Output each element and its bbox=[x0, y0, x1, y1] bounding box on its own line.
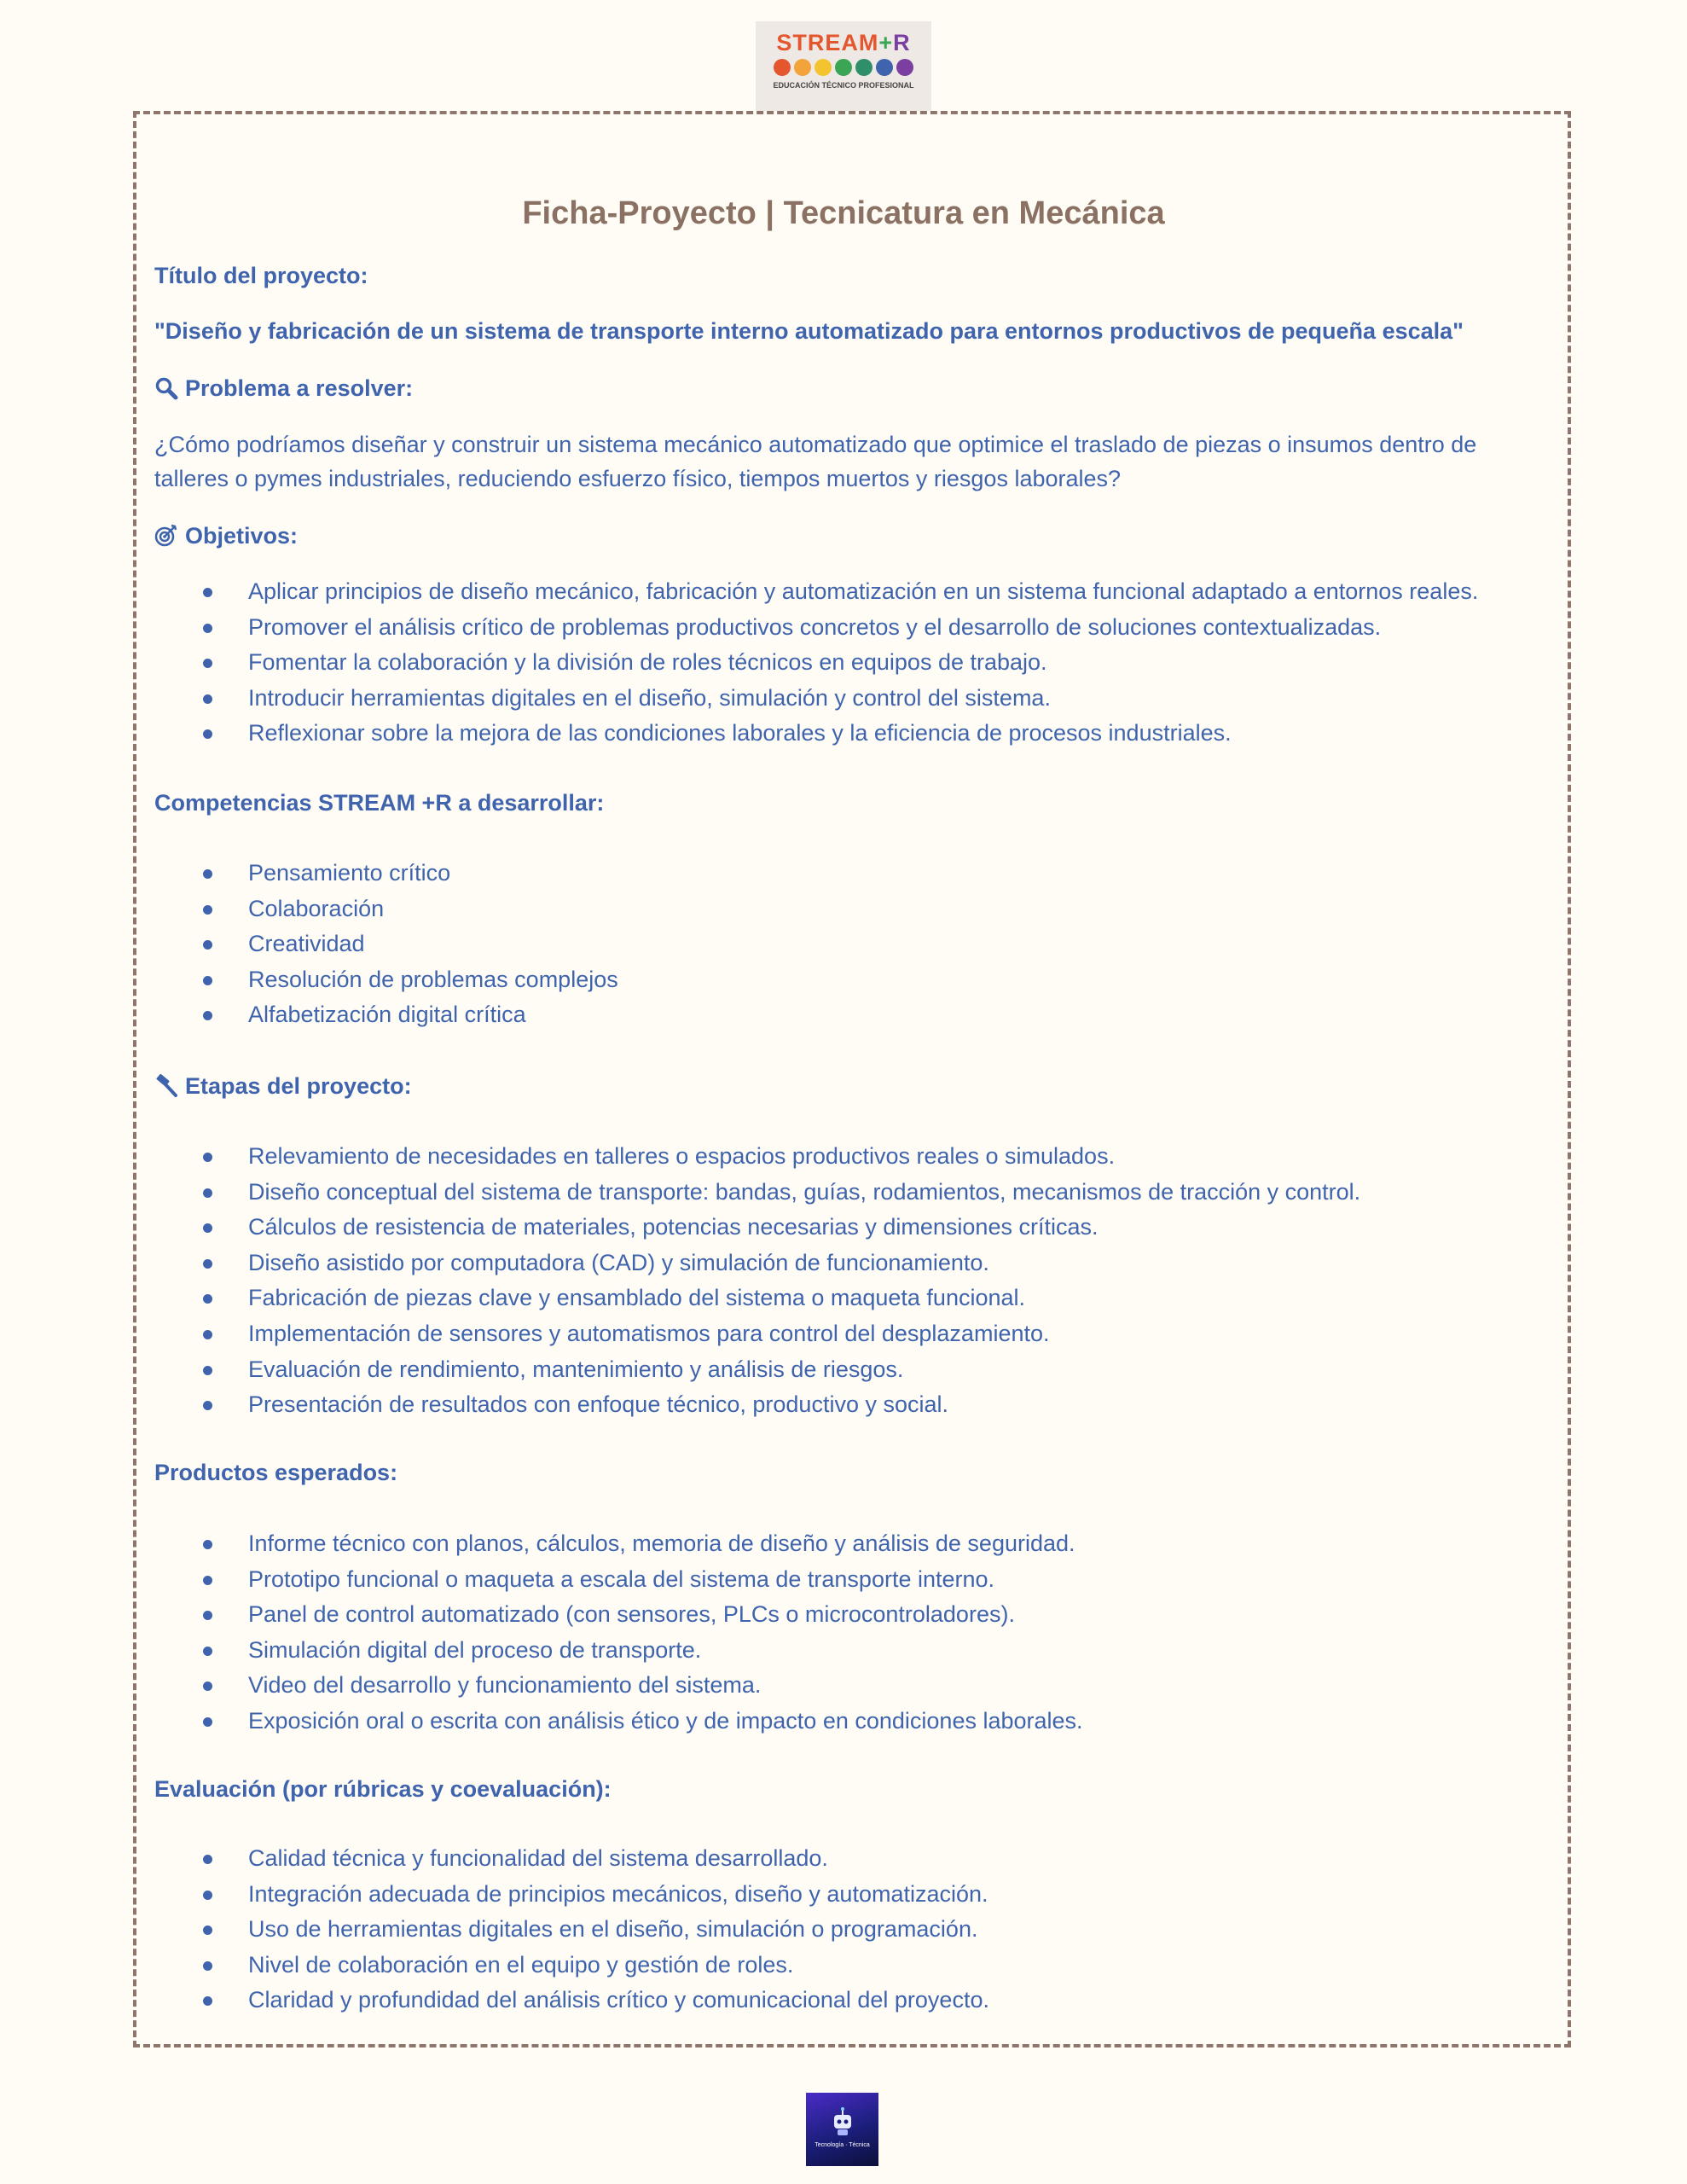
stream-r-logo bbox=[756, 21, 931, 111]
list-item: Panel de control automatizado (con sensores, PLCs o microcontroladores). bbox=[154, 1597, 1083, 1633]
competencies-heading: Competencias STREAM +R a desarrollar: bbox=[154, 790, 605, 816]
list-item: Nivel de colaboración en el equipo y gestión de roles. bbox=[154, 1948, 989, 1984]
list-item: Diseño asistido por computadora (CAD) y simulación de funcionamiento. bbox=[154, 1246, 1360, 1281]
list-item: Alfabetización digital crítica bbox=[154, 997, 618, 1033]
list-item: Resolución de problemas complejos bbox=[154, 962, 618, 998]
logo-title bbox=[756, 30, 931, 55]
science-icon bbox=[774, 59, 791, 76]
robot-icon bbox=[826, 2105, 860, 2139]
objectives-heading bbox=[154, 521, 298, 550]
list-item: Implementación de sensores y automatismos para control del desplazamiento. bbox=[154, 1316, 1360, 1352]
list-item: Aplicar principios de diseño mecánico, fabricación y automatización en un sistema funcional adaptado a entornos reales. bbox=[154, 574, 1478, 610]
logo-title-text: STREAM bbox=[776, 30, 879, 55]
list-item: Colaboración bbox=[154, 892, 618, 927]
magnifier-icon bbox=[154, 376, 178, 400]
list-item: Fomentar la colaboración y la división de roles técnicos en equipos de trabajo. bbox=[154, 645, 1478, 681]
list-item: Video del desarrollo y funcionamiento del sistema. bbox=[154, 1668, 1083, 1704]
engineering-icon bbox=[835, 59, 852, 76]
logo-caption: Tecnología · Técnica bbox=[815, 2142, 870, 2148]
problem-text-line: talleres o pymes industriales, reduciendo esfuerzo físico, tiempos muertos y riesgos laborales? bbox=[154, 466, 1122, 491]
list-item: Introducir herramientas digitales en el diseño, simulación y control del sistema. bbox=[154, 681, 1478, 717]
project-title-label: Título del proyecto: bbox=[154, 263, 368, 288]
logo-subtitle: EDUCACIÓN TÉCNICO PROFESIONAL bbox=[773, 81, 914, 90]
stages-heading bbox=[154, 1072, 412, 1101]
list-item: Promover el análisis crítico de problemas productivos concretos y el desarrollo de soluciones contextualizadas. bbox=[154, 610, 1478, 646]
list-item: Evaluación de rendimiento, mantenimiento y análisis de riesgos. bbox=[154, 1352, 1360, 1388]
tecnologia-tecnica-logo bbox=[806, 2093, 878, 2166]
list-item: Pensamiento crítico bbox=[154, 856, 618, 892]
list-item: Uso de herramientas digitales en el diseño, simulación o programación. bbox=[154, 1912, 989, 1948]
evaluation-heading: Evaluación (por rúbricas y coevaluación): bbox=[154, 1776, 612, 1802]
logo-title-plus: + bbox=[878, 30, 894, 55]
products-heading: Productos esperados: bbox=[154, 1460, 398, 1485]
list-item: Presentación de resultados con enfoque técnico, productivo y social. bbox=[154, 1387, 1360, 1423]
list-item: Exposición oral o escrita con análisis ético y de impacto en condiciones laborales. bbox=[154, 1704, 1083, 1740]
list-item: Claridad y profundidad del análisis crítico y comunicacional del proyecto. bbox=[154, 1983, 989, 2018]
list-item: Integración adecuada de principios mecánicos, diseño y automatización. bbox=[154, 1877, 989, 1913]
arts-icon bbox=[855, 59, 872, 76]
list-item: Cálculos de resistencia de materiales, potencias necesarias y dimensiones críticas. bbox=[154, 1210, 1360, 1246]
list-item: Diseño conceptual del sistema de transporte: bandas, guías, rodamientos, mecanismos de tracción y control. bbox=[154, 1175, 1360, 1211]
page-title: Ficha-Proyecto | Tecnicatura en Mecánica bbox=[522, 195, 1165, 231]
hammer-icon bbox=[154, 1074, 178, 1098]
problem-label: Problema a resolver: bbox=[185, 375, 414, 401]
problem-text bbox=[154, 427, 1536, 496]
reading-icon bbox=[815, 59, 832, 76]
objectives-label: Objetivos: bbox=[185, 523, 299, 549]
problem-heading bbox=[154, 374, 413, 403]
list-item: Creatividad bbox=[154, 926, 618, 962]
list-item: Relevamiento de necesidades en talleres o espacios productivos reales o simulados. bbox=[154, 1139, 1360, 1175]
project-title: "Diseño y fabricación de un sistema de transporte interno automatizado para entornos productivos de pequeña escala" bbox=[154, 318, 1464, 344]
stages-label: Etapas del proyecto: bbox=[185, 1073, 412, 1099]
technology-icon bbox=[794, 59, 811, 76]
math-icon bbox=[876, 59, 893, 76]
products-list bbox=[154, 1526, 1083, 1740]
logo-discipline-icons bbox=[756, 59, 931, 76]
list-item: Simulación digital del proceso de transporte. bbox=[154, 1633, 1083, 1669]
logo-title-r: R bbox=[893, 30, 911, 55]
competencies-list bbox=[154, 856, 618, 1033]
list-item: Reflexionar sobre la mejora de las condiciones laborales y la eficiencia de procesos industriales. bbox=[154, 716, 1478, 752]
stages-list bbox=[154, 1139, 1360, 1423]
robotics-icon bbox=[896, 59, 913, 76]
evaluation-list bbox=[154, 1841, 989, 2018]
list-item: Calidad técnica y funcionalidad del sistema desarrollado. bbox=[154, 1841, 989, 1877]
problem-text-line: ¿Cómo podríamos diseñar y construir un sistema mecánico automatizado que optimice el traslado de piezas o insumos dentro de bbox=[154, 432, 1477, 457]
list-item: Fabricación de piezas clave y ensamblado del sistema o maqueta funcional. bbox=[154, 1281, 1360, 1316]
list-item: Prototipo funcional o maqueta a escala del sistema de transporte interno. bbox=[154, 1562, 1083, 1598]
objectives-list bbox=[154, 574, 1478, 752]
target-icon bbox=[154, 524, 178, 548]
list-item: Informe técnico con planos, cálculos, memoria de diseño y análisis de seguridad. bbox=[154, 1526, 1083, 1562]
